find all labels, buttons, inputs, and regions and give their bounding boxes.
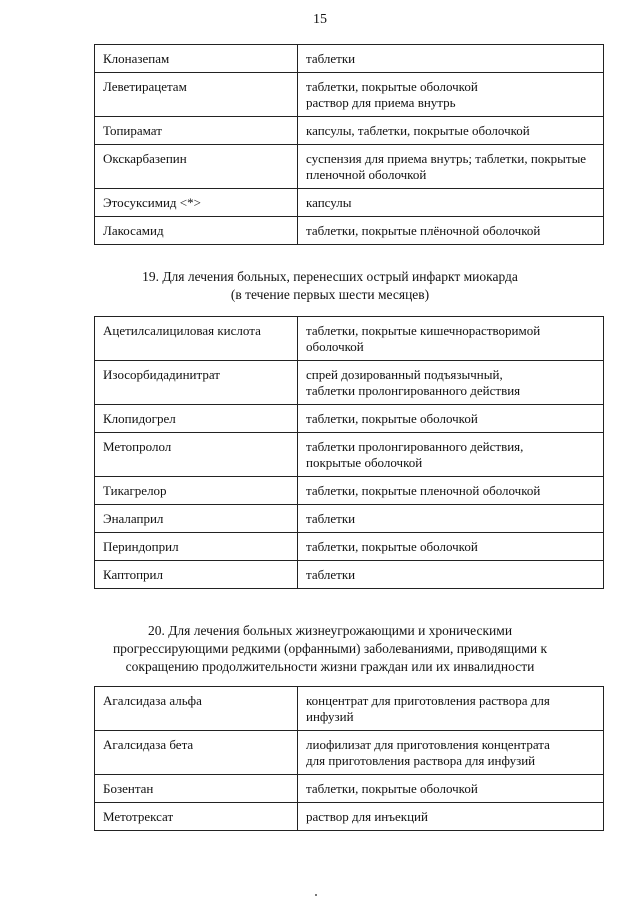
drug-name-cell: Тикагрелор	[95, 477, 298, 505]
table-row	[95, 477, 604, 505]
drug-name-cell: Леветирацетам	[95, 73, 298, 117]
drug-name-cell: Лакосамид	[95, 217, 298, 245]
table-row	[95, 803, 604, 831]
drug-name-cell: Изосорбидадинитрат	[95, 361, 298, 405]
table-row	[95, 731, 604, 775]
dosage-form-cell: таблетки, покрытые кишечнорастворимой оболочкой	[298, 317, 604, 361]
dosage-form-cell: таблетки, покрытые оболочкой	[298, 533, 604, 561]
drug-name-cell: Клоназепам	[95, 45, 298, 73]
drug-name-cell: Ацетилсалициловая кислота	[95, 317, 298, 361]
dosage-form-cell: суспензия для приема внутрь; таблетки, покрытые пленочной оболочкой	[298, 145, 604, 189]
drug-name-cell: Метотрексат	[95, 803, 298, 831]
dosage-form-cell: таблетки, покрытые плёночной оболочкой	[298, 217, 604, 245]
drug-table-myocardial-infarction	[94, 316, 604, 589]
section-20-line-2: прогрессирующими редкими (орфанными) заболеваниями, приводящими к	[112, 641, 548, 656]
section-20-heading	[60, 622, 600, 676]
drug-name-cell: Агалсидаза бета	[95, 731, 298, 775]
table-row	[95, 405, 604, 433]
drug-name-cell: Эналаприл	[95, 505, 298, 533]
dosage-form-cell: таблетки, покрытые оболочкой	[298, 405, 604, 433]
table-row	[95, 561, 604, 589]
table-row	[95, 45, 604, 73]
drug-name-cell: Топирамат	[95, 117, 298, 145]
drug-name-cell: Метопролол	[95, 433, 298, 477]
scan-speck	[315, 894, 317, 896]
table-row	[95, 217, 604, 245]
table-row	[95, 145, 604, 189]
section-19-line-1: 19. Для лечения больных, перенесших острый инфаркт миокарда	[142, 269, 518, 284]
drug-table-orphan-diseases	[94, 686, 604, 831]
table-row	[95, 775, 604, 803]
table-row	[95, 73, 604, 117]
table-row	[95, 533, 604, 561]
drug-name-cell: Агалсидаза альфа	[95, 687, 298, 731]
drug-name-cell: Бозентан	[95, 775, 298, 803]
table-row	[95, 687, 604, 731]
table-row	[95, 433, 604, 477]
dosage-form-cell: таблетки	[298, 505, 604, 533]
dosage-form-cell: капсулы	[298, 189, 604, 217]
dosage-form-cell: таблетки, покрытые пленочной оболочкой	[298, 477, 604, 505]
dosage-form-cell: раствор для инъекций	[298, 803, 604, 831]
section-19-heading	[60, 268, 600, 304]
table-row	[95, 189, 604, 217]
dosage-form-cell: таблетки, покрытые оболочкой	[298, 775, 604, 803]
dosage-form-cell: концентрат для приготовления раствора для инфузий	[298, 687, 604, 731]
table-row	[95, 361, 604, 405]
page-number: 15	[313, 12, 327, 27]
drug-name-cell: Этосуксимид <*>	[95, 189, 298, 217]
table-row	[95, 317, 604, 361]
section-20-line-3: сокращению продолжительности жизни граждан или их инвалидности	[125, 659, 535, 674]
section-20-line-1: 20. Для лечения больных жизнеугрожающими и хроническими	[147, 623, 513, 638]
dosage-form-cell: лиофилизат для приготовления концентрата для приготовления раствора для инфузий	[298, 731, 604, 775]
drug-table-antiepileptic	[94, 44, 604, 245]
drug-name-cell: Клопидогрел	[95, 405, 298, 433]
table-row	[95, 117, 604, 145]
dosage-form-cell: спрей дозированный подъязычный, таблетки пролонгированного действия	[298, 361, 604, 405]
drug-name-cell: Периндоприл	[95, 533, 298, 561]
section-19-line-2: (в течение первых шести месяцев)	[230, 287, 430, 302]
dosage-form-cell: таблетки, покрытые оболочкой раствор для приема внутрь	[298, 73, 604, 117]
drug-name-cell: Каптоприл	[95, 561, 298, 589]
dosage-form-cell: таблетки	[298, 561, 604, 589]
drug-name-cell: Окскарбазепин	[95, 145, 298, 189]
dosage-form-cell: таблетки	[298, 45, 604, 73]
dosage-form-cell: таблетки пролонгированного действия, покрытые оболочкой	[298, 433, 604, 477]
table-row	[95, 505, 604, 533]
dosage-form-cell: капсулы, таблетки, покрытые оболочкой	[298, 117, 604, 145]
